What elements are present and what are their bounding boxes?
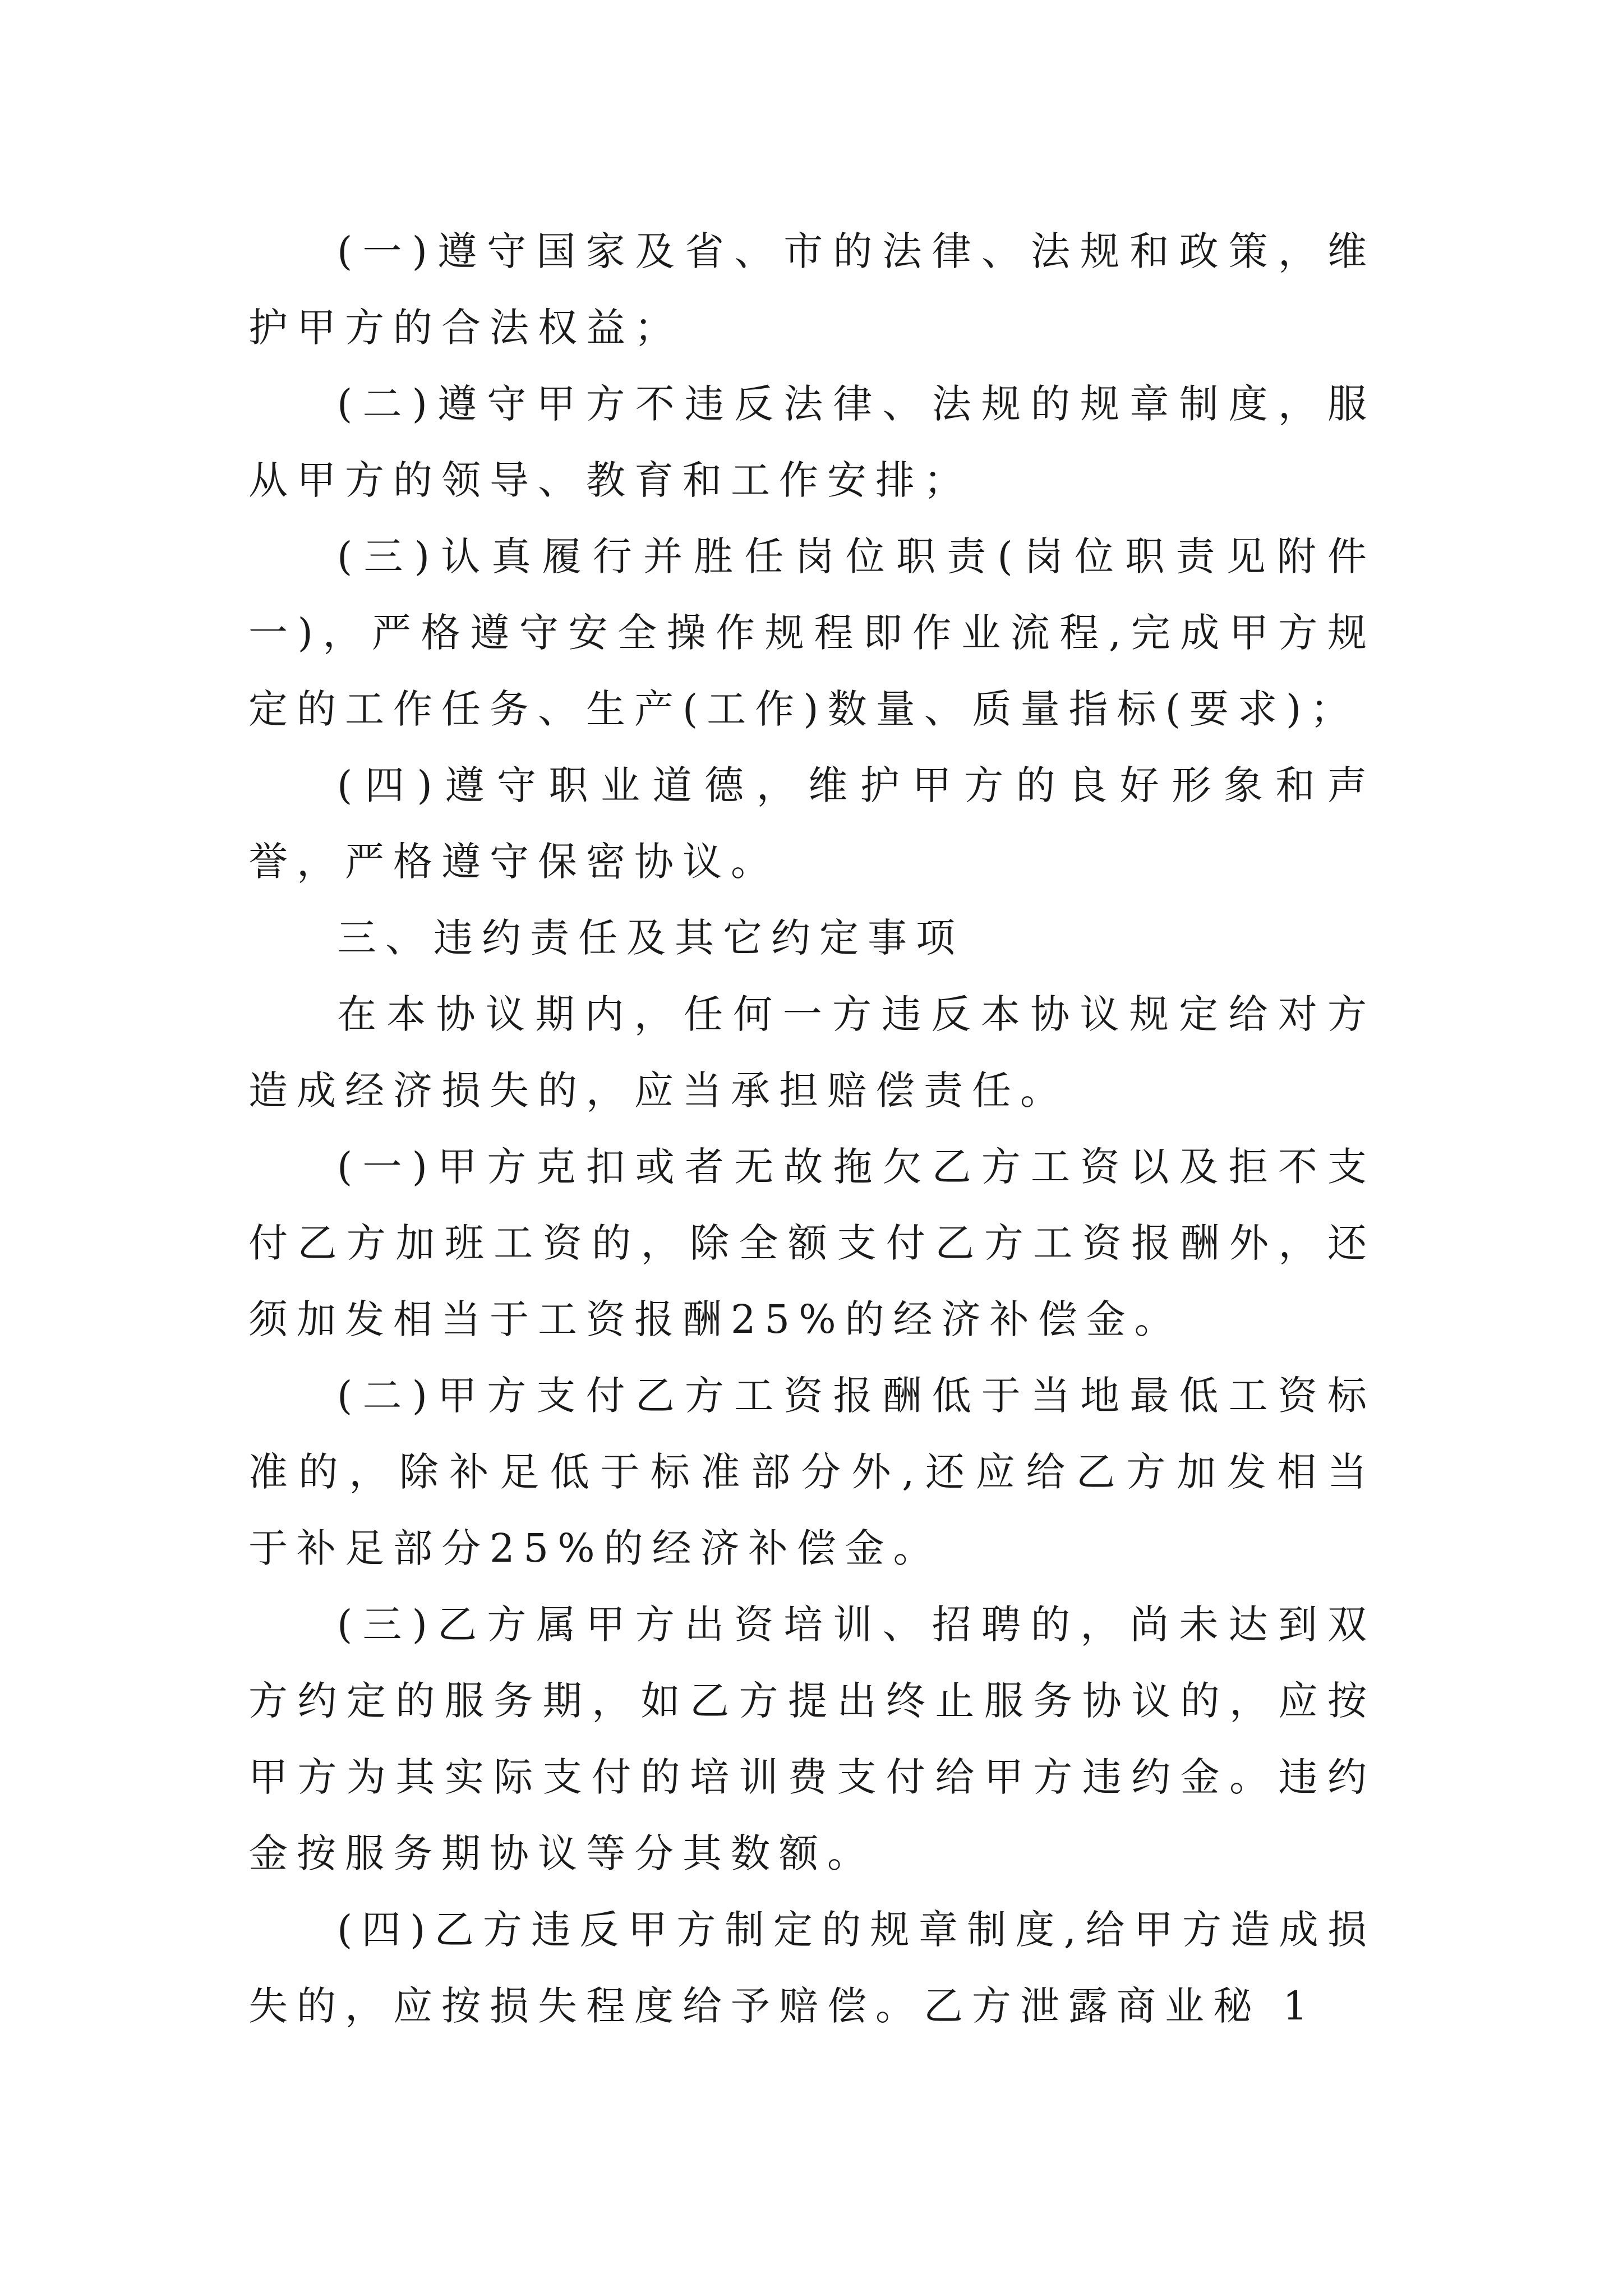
document-body — [248, 213, 1376, 2044]
paragraph-liability-4: (四)乙方违反甲方制定的规章制度,给甲方造成损失的，应按损失程度给予赔偿。乙方泄露商业秘 1 — [248, 1907, 1376, 2029]
paragraph-liability-intro: 在本协议期内，任何一方违反本协议规定给对方造成经济损失的，应当承担赔偿责任。 — [248, 991, 1376, 1114]
paragraph-liability-1: (一)甲方克扣或者无故拖欠乙方工资以及拒不支付乙方加班工资的，除全额支付乙方工资报酬外，还须加发相当于工资报酬25%的经济补偿金。 — [248, 1144, 1376, 1342]
paragraph-liability-3: (三)乙方属甲方出资培训、招聘的，尚未达到双方约定的服务期，如乙方提出终止服务协议的，应按甲方为其实际支付的培训费支付给甲方违约金。违约金按服务期协议等分其数额。 — [248, 1602, 1376, 1876]
paragraph-obligation-3: (三)认真履行并胜任岗位职责(岗位职责见附件一)，严格遵守安全操作规程即作业流程,完成甲方规定的工作任务、生产(工作)数量、质量指标(要求)； — [248, 533, 1376, 732]
paragraph-obligation-4: (四)遵守职业道德，维护甲方的良好形象和声誉，严格遵守保密协议。 — [248, 762, 1376, 885]
paragraph-liability-2: (二)甲方支付乙方工资报酬低于当地最低工资标准的，除补足低于标准部分外,还应给乙方加发相当于补足部分25%的经济补偿金。 — [248, 1373, 1376, 1571]
paragraph-obligation-2: (二)遵守甲方不违反法律、法规的规章制度，服从甲方的领导、教育和工作安排； — [248, 381, 1376, 503]
section-heading-liability: 三、违约责任及其它约定事项 — [337, 915, 964, 961]
paragraph-obligation-1: (一)遵守国家及省、市的法律、法规和政策，维护甲方的合法权益； — [248, 228, 1376, 351]
